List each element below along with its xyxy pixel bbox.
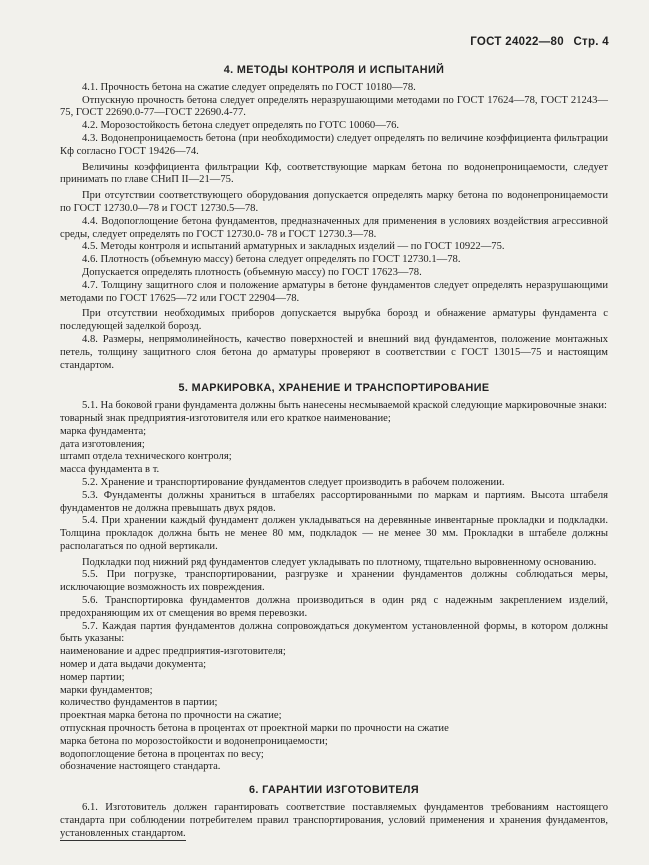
list-item: обозначение настоящего стандарта.: [60, 761, 221, 773]
paragraph-5-4-b: Подкладки под нижний ряд фундаментов следует укладывать по плотному, тщательно выровненному основанию.: [82, 556, 597, 568]
section-5: [60, 382, 608, 774]
paragraph-4-6-b: Допускается определять плотность (объемную массу) по ГОСТ 17623—78.: [82, 266, 422, 278]
paragraph-5-6: 5.6. Транспортировка фундаментов должна производиться в один ряд с надежным закреплением изделий, предохраняющим их от смещения во время перевозки.: [60, 595, 608, 619]
paragraph-4-3-b: Величины коэффициента фильтрации Кф, соответствующие маркам бетона по водонепроницаемости, следует принимать по главе СНиП II—21—75.: [60, 161, 608, 186]
list-item: марка бетона по морозостойкости и водонепроницаемости;: [60, 735, 328, 747]
document-body: [60, 62, 608, 840]
section-6-title: 6. ГАРАНТИИ ИЗГОТОВИТЕЛЯ: [248, 784, 420, 797]
list-item: номер партии;: [60, 671, 125, 683]
paragraph-5-5: 5.5. При погрузке, транспортировании, разгрузке и хранении фундаментов должны соблюдаться меры, исключающие возможность их повреждения.: [60, 569, 608, 594]
document-contents-list: [60, 646, 608, 774]
paragraph-4-5: 4.5. Методы контроля и испытаний арматурных и закладных изделий — по ГОСТ 10922—75.: [82, 241, 505, 253]
marking-list: [60, 413, 608, 477]
section-4-title: 4. МЕТОДЫ КОНТРОЛЯ И ИСПЫТАНИЙ: [223, 64, 445, 76]
list-item: товарный знак предприятия-изготовителя или его краткое наименование;: [60, 412, 391, 424]
list-item: отпускная прочность бетона в процентах от проектной марки по прочности на сжатие: [60, 723, 449, 735]
list-item: наименование и адрес предприятия-изготовителя;: [60, 646, 286, 658]
paragraph-4-7-b: При отсутствии необходимых приборов допускается вырубка борозд и обнажение арматуры фундамента с последующей заделкой борозд.: [60, 308, 608, 333]
paragraph-5-4: 5.4. При хранении каждый фундамент должен укладываться на деревянные инвентарные прокладки и подкладки. Толщина прокладок должна быть не менее 80 мм, подкладок — не менее 30 мм. Прокладки в штабеле должны располагаться по одной вертикали.: [60, 515, 608, 552]
section-5-title: 5. МАРКИРОВКА, ХРАНЕНИЕ И ТРАНСПОРТИРОВАНИЕ: [178, 382, 490, 395]
list-item: проектная марка бетона по прочности на сжатие;: [60, 710, 282, 722]
list-item: марки фундаментов;: [60, 684, 153, 696]
list-item: номер и дата выдачи документа;: [60, 659, 207, 671]
list-item: водопоглощение бетона в процентах по весу;: [60, 748, 264, 760]
paragraph-4-7: 4.7. Толщину защитного слоя и положение арматуры в бетоне фундаментов следует определять неразрушающими методами по ГОСТ 17625—72 или ГОСТ 22904—78.: [60, 279, 608, 304]
paragraph-4-3-c: При отсутствии соответствующего оборудования допускается определять марку бетона по водонепроницаемости по ГОСТ 12730.0—78 и ГОСТ 12730.5—78.: [60, 190, 608, 214]
paragraph-4-2: 4.2. Морозостойкость бетона следует определять по ГОТС 10060—76.: [82, 120, 400, 132]
list-item: количество фундаментов в партии;: [60, 697, 218, 709]
list-item: дата изготовления;: [60, 438, 145, 450]
paragraph-6-1-end: установленных стандартом.: [60, 827, 186, 839]
paragraph-4-3: 4.3. Водонепроницаемость бетона (при необходимости) следует определять по величине коэффициента фильтрации Кф согласно ГОСТ 19426—74.: [60, 132, 608, 157]
paragraph-4-6: 4.6. Плотность (объемную массу) бетона следует определять по ГОСТ 12730.1—78.: [82, 254, 461, 266]
paragraph-5-2: 5.2. Хранение и транспортирование фундаментов следует производить в рабочем положении.: [82, 476, 505, 488]
paragraph-4-8: 4.8. Размеры, непрямолинейность, качество поверхностей и внешний вид фундаментов, положение монтажных петель, толщину защитного слоя бетона до арматуры проверяют в соответствии с ГОСТ 13015—75 и настоящим стандартом.: [60, 333, 608, 371]
list-item: штамп отдела технического контроля;: [60, 451, 232, 463]
paragraph-4-1: 4.1. Прочность бетона на сжатие следует определять по ГОСТ 10180—78.: [82, 81, 416, 93]
paragraph-4-4: 4.4. Водопоглощение бетона фундаментов, предназначенных для применения в условиях воздействия агрессивной среды, следует определять по ГОСТ 12730.0- 78 и ГОСТ 12730.3—78.: [60, 215, 608, 240]
page-header: [464, 36, 609, 48]
section-6: [60, 784, 608, 840]
paragraph-5-7: 5.7. Каждая партия фундаментов должна сопровождаться документом установленной формы, в котором должны быть указаны:: [60, 620, 608, 645]
paragraph-4-1-b: Отпускную прочность бетона следует определять неразрушающими методами по ГОСТ 17624—78, ГОСТ 21243—75, ГОСТ 22690.0-77—ГОСТ 22690.4-77.: [60, 94, 608, 119]
standard-number: ГОСТ 24022—80: [470, 36, 564, 48]
paragraph-6-1: [60, 802, 608, 840]
list-item: масса фундамента в т.: [60, 464, 160, 476]
page-number: Стр. 4: [573, 36, 609, 48]
list-item: марка фундамента;: [60, 425, 147, 437]
paragraph-5-1: 5.1. На боковой грани фундамента должны быть нанесены несмываемой краской следующие маркировочные знаки:: [82, 400, 607, 412]
paragraph-5-3: 5.3. Фундаменты должны храниться в штабелях рассортированными по маркам и партиям. Высота штабеля фундаментов не должна превышать двух рядов.: [60, 489, 608, 514]
paragraph-6-1-main: 6.1. Изготовитель должен гарантировать соответствие поставляемых фундаментов требованиям настоящего стандарта при соблюдении потребителем правил транспортирования, условий применения и хранения фундаментов,: [60, 802, 608, 826]
